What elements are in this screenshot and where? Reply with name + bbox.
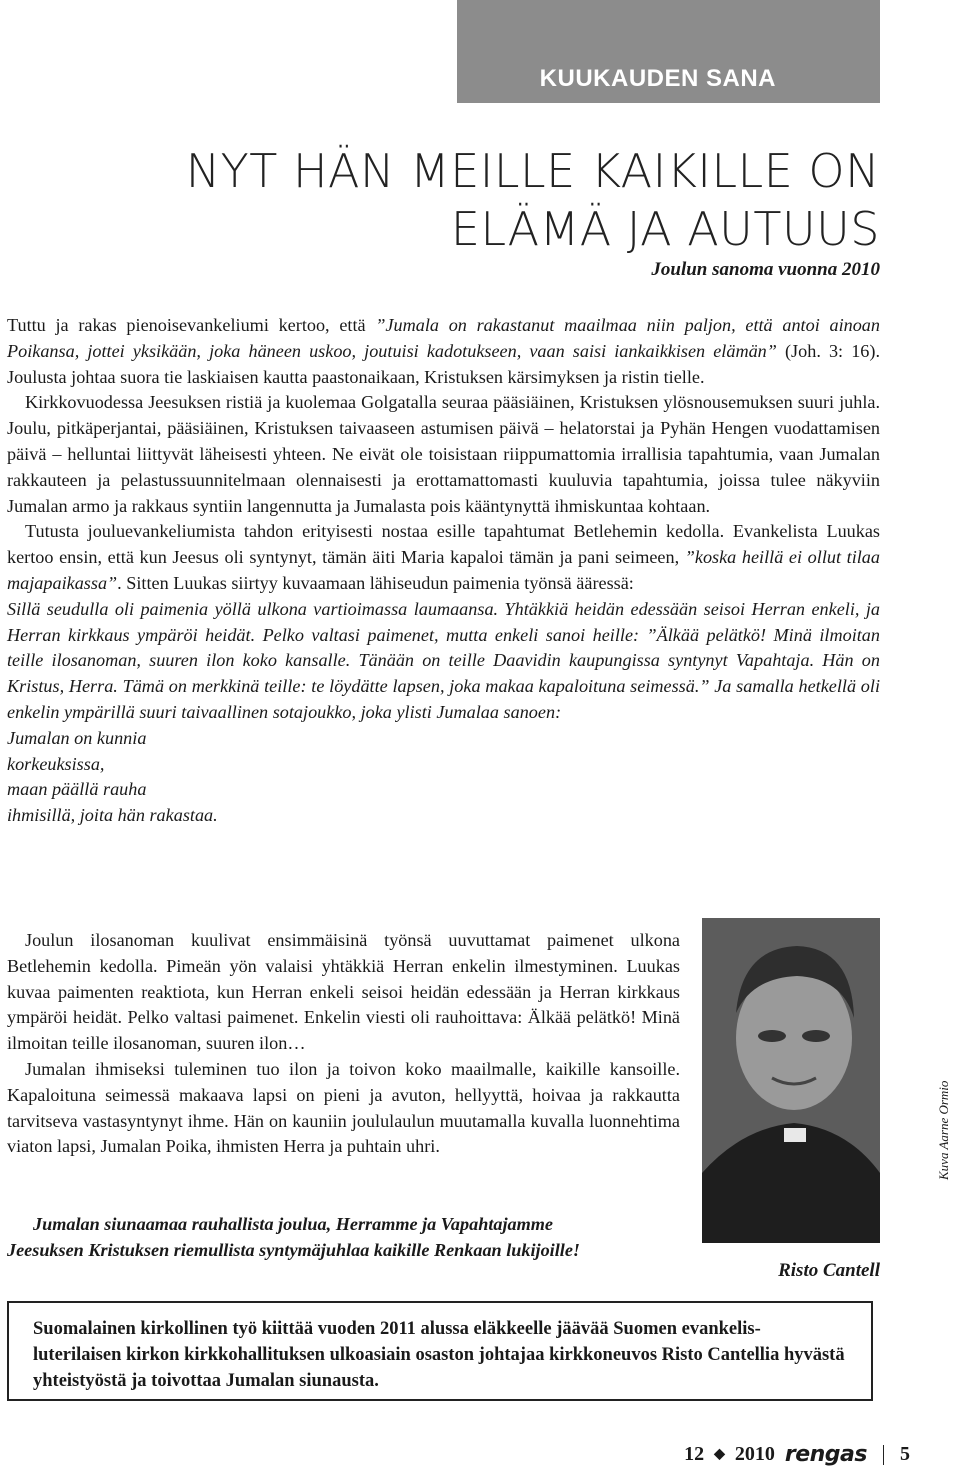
article-body-narrow [7,928,680,1160]
poem-line: maan päällä rauha [7,779,147,800]
thank-you-notice: Suomalainen kirkollinen työ kiittää vuoden 2011 alussa eläkkeelle jäävää Suomen evankelis-luterilaisen kirkon kirkkohallituksen ulkoasiain osaston johtajaa kirkkoneuvos Risto Cantellia hyvästä yhteistyöstä ja toivottaa Jumalan siunausta. [7,1301,873,1401]
paragraph-2: Kirkkovuodessa Jeesuksen ristiä ja kuolemaa Golgatalla seuraa pääsiäinen, Kristuksen ylösnousemuksen suuri juhla. Joulu, pitkäperjantai, pääsiäinen, Kristuksen taivaaseen astumisen päivä – helatorstai ja Pyhän Hengen vuodattamisen päivä – helluntai liittyvät läheisesti yhteen. Ne eivät ole toisistaan riippumattomia irrallisia tapahtumia, vaan Jumalan rakkauteen ja pelastussuunnitelmaan olennaisesti ja erottamattomasti kuuluvia tapahtumia, joissa tulee näkyviin Jumalan armo ja rakkaus syntiin langennutta ja Jumalasta pois kääntynyttä ihmiskuntaa kohtaan. [7,392,880,516]
article-title [186,142,880,258]
page-number: 5 [900,1443,910,1465]
issue-year: 2010 [734,1443,775,1465]
p1-quote: ”Jumala on rakastanut maailmaa niin paljon, että antoi ainoan Poikansa, jottei yksikään, joka häneen uskoo, joutuisi kadotukseen, vaan saisi iankaikkisen elämän” [7,315,880,361]
p1-text-a: Tuttu ja rakas pienoisevankeliumi kertoo, että [7,315,376,335]
title-line-1: NYT HÄN MEILLE KAIKILLE ON [185,144,880,198]
author-name: Risto Cantell [778,1260,880,1281]
p3-quote: ”koska heillä ei ollut tilaa majapaikassa” [7,547,880,593]
magazine-logo: rengas [784,1442,867,1467]
author-photo [702,918,880,1243]
title-line-2: ELÄMÄ JA AUTUUS [450,202,880,256]
poem-line: Jumalan on kunnia [7,727,147,748]
article-subtitle: Joulun sanoma vuonna 2010 [651,259,880,280]
divider [883,1445,884,1465]
issue-number: 12 [684,1443,705,1465]
paragraph-3 [7,519,880,596]
portrait-illustration [702,918,880,1243]
diamond-icon: ◆ [714,1447,725,1462]
section-header [457,0,880,103]
scripture-quote: Sillä seudulla oli paimenia yöllä ulkona vartioimassa laumaansa. Yhtäkkiä heidän edessään seisoi Herran enkeli, ja Herran kirkkaus ympäröi heidät. Pelko valtasi paimenet, mutta enkeli sanoi heille: ”Älkää pelätkö! Minä ilmoitan teille ilosanoman, suuren ilon koko kansalle. Tänään on teille Daavidin kaupungissa syntynyt Vapahtaja. Hän on Kristus, Herra. Tämä on merkkinä teille: te löydätte lapsen, joka makaa kapaloituna seimessä.” Ja samalla hetkellä oli enkelin ympärillä suuri taivaallinen sotajoukko, joka ylisti Jumalaa sanoen: [7,598,880,722]
article-body [7,313,880,829]
page-footer [684,1442,910,1467]
paragraph-5: Jumalan ihmiseksi tuleminen tuo ilon ja toivon koko maailmalle, kaikille kansoille. Kapaloituna seimessä makaava lapsi on pieni ja avuton, hellyyttä, hoivaa ja rakkautta tarvitseva vastasyntynyt ihme. Hän on kauniin joululaulun muutamalla kuvalla luonnehtima viaton lapsi, Jumalan Poika, ihmisten Herra ja puhtain uhri. [7,1058,680,1157]
blessing-line-2: Jeesuksen Kristuksen riemullista syntymäjuhlaa kaikille Renkaan lukijoille! [7,1239,580,1260]
p3-text-a: Tutusta jouluevankeliumista tahdon erityisesti nostaa esille tapahtumat Betlehemin kedolla. Evankelista Luukas kertoo ensin, että kun Jeesus oli syntynyt, tämän äiti Maria kapaloi tämän ja pani seimeen, [7,521,880,568]
poem-line: korkeuksissa, [7,753,105,774]
paragraph-4: Joulun ilosanoman kuulivat ensimmäisinä työnsä uuvuttamat paimenet ulkona Betlehemin kedolla. Pimeän yön valaisi yhtäkkiä Herran enkelin ilmestyminen. Luukas kuvaa paimenten reaktiota, kun Herran enkeli seisoi heidän edessään ja Herran kirkkaus ympäröi heidät. Pelko valtasi paimenet. Enkelin viesti oli rauhoittava: Älkää pelätkö! Minä ilmoitan teille ilosanoman, suuren ilon… [7,930,680,1054]
photo-credit: Kuva Aarne Ormio [936,1080,951,1180]
section-label: KUUKAUDEN SANA [539,65,776,92]
p3-text-b: . Sitten Luukas siirtyy kuvaamaan lähiseudun paimenia työnsä ääressä: [117,572,634,593]
blessing-line-1: Jumalan siunaamaa rauhallista joulua, Herramme ja Vapahtajamme [33,1214,553,1234]
poem-line: ihmisillä, joita hän rakastaa. [7,805,218,826]
paragraph-1 [7,313,880,390]
poem [7,726,880,829]
p1-text-b: (Joh. 3: 16). Joulusta johtaa suora tie laskiaisen kautta paastonaikaan, Kristuksen kärsimyksen ja ristin tielle. [7,340,880,387]
blessing [7,1212,707,1264]
